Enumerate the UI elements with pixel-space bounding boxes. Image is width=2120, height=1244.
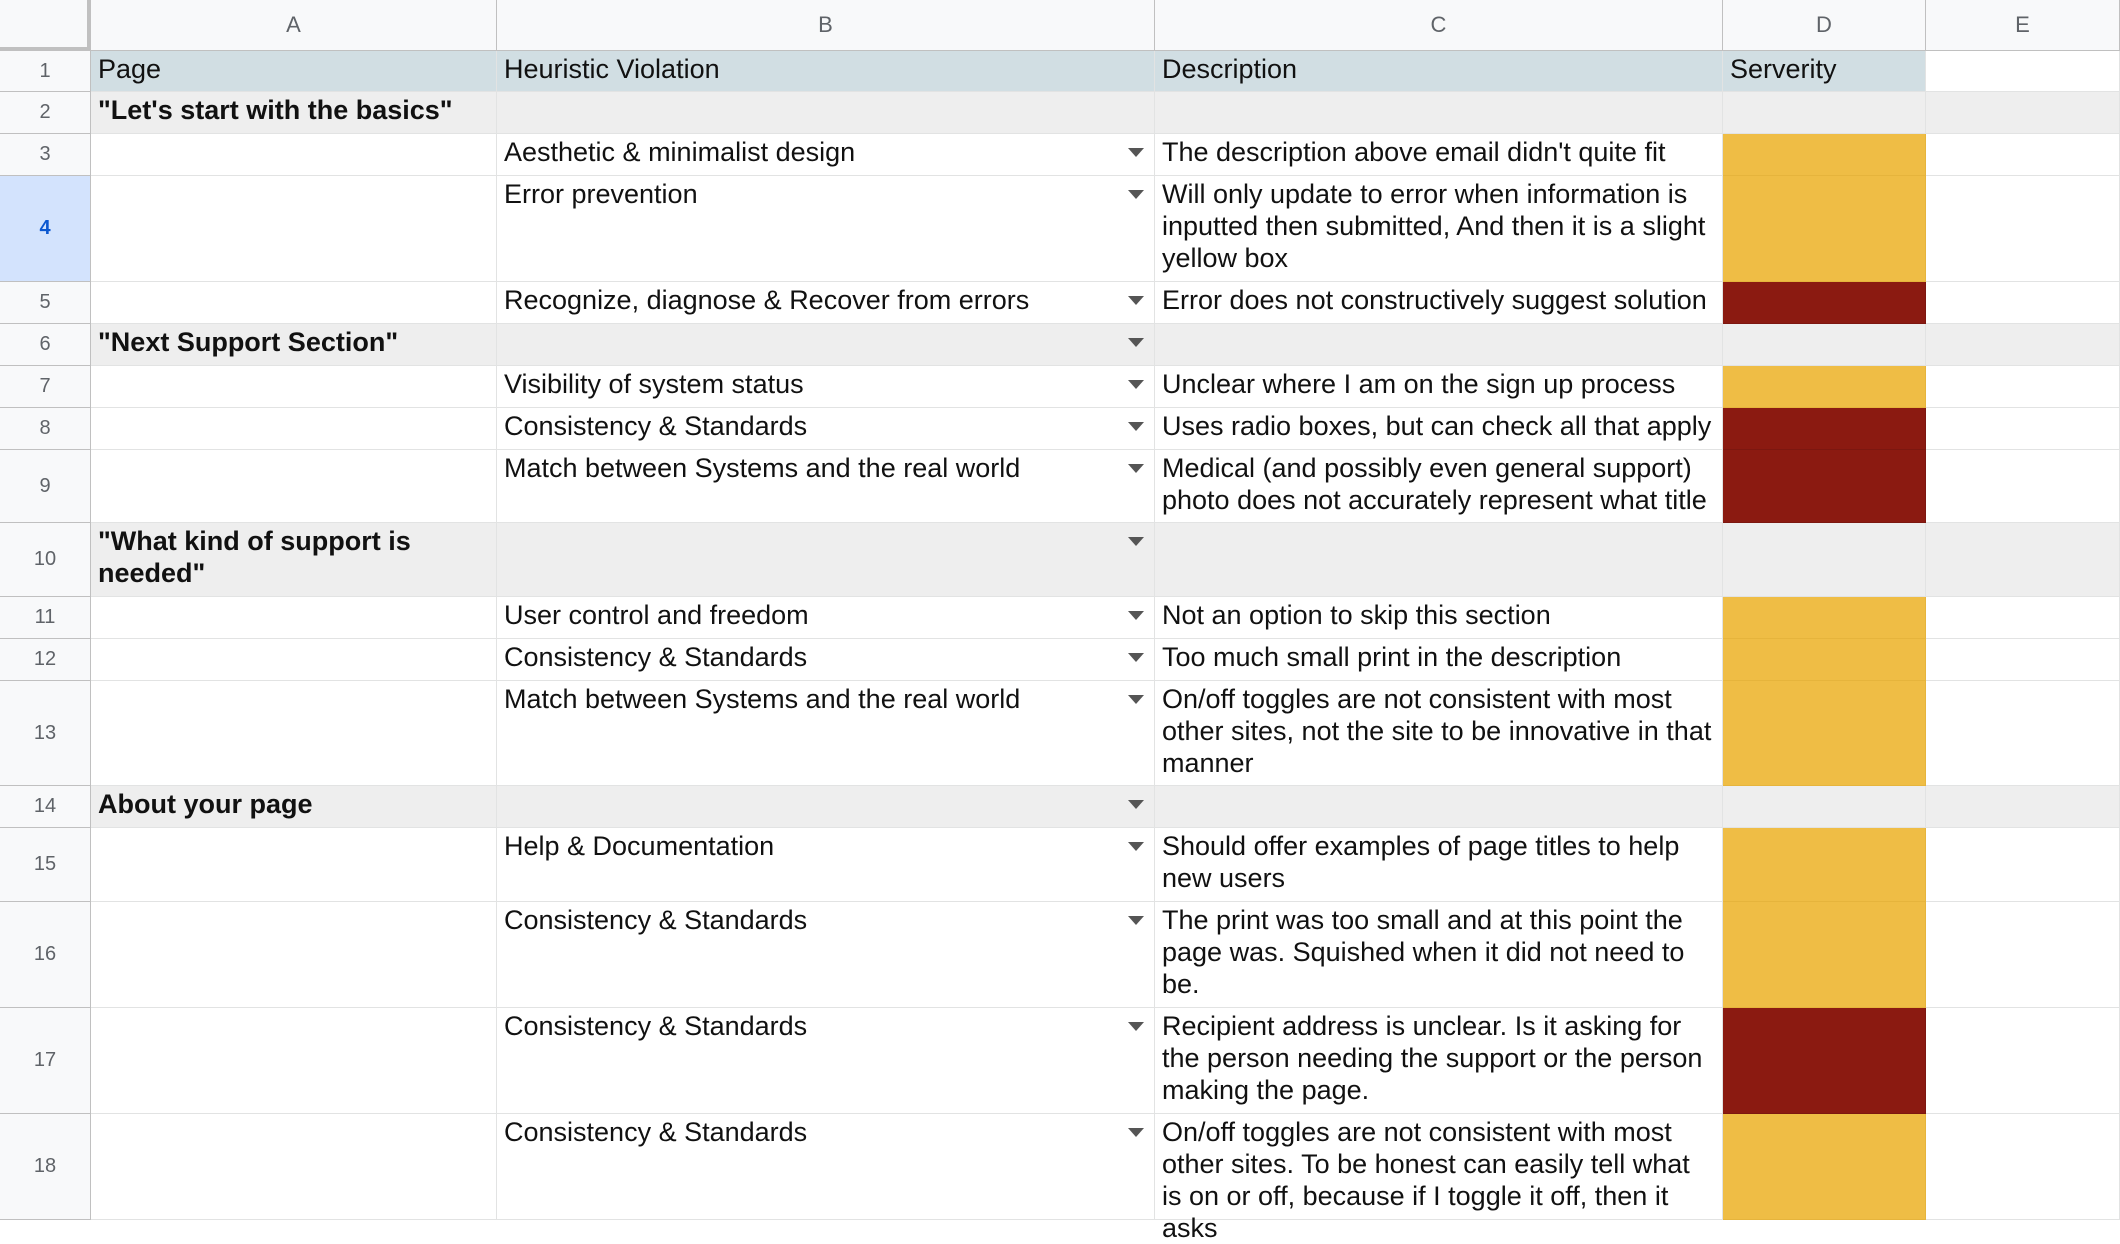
empty-cell[interactable]	[1926, 902, 2120, 1008]
description-cell[interactable]: On/off toggles are not consistent with most other sites. To be honest can easily tell what is on or off, because if I toggle it off, then it asks	[1155, 1114, 1723, 1220]
page-cell[interactable]	[91, 366, 497, 408]
severity-cell-high[interactable]	[1723, 282, 1926, 324]
heuristic-label: Recognize, diagnose & Recover from errors	[504, 285, 1030, 315]
row-header-17[interactable]: 17	[0, 1008, 91, 1114]
row-header-18[interactable]: 18	[0, 1114, 91, 1220]
page-cell[interactable]	[91, 597, 497, 639]
dropdown-arrow-icon[interactable]	[1128, 611, 1144, 620]
heuristic-dropdown-cell[interactable]	[497, 786, 1155, 828]
heuristic-dropdown-cell[interactable]	[497, 366, 1155, 408]
row-header-4[interactable]: 4	[0, 176, 91, 282]
cell-e1[interactable]	[1926, 51, 2120, 92]
empty-cell[interactable]	[1926, 523, 2120, 597]
description-cell[interactable]: Should offer examples of page titles to help new users	[1155, 828, 1723, 902]
description-cell[interactable]: Not an option to skip this section	[1155, 597, 1723, 639]
empty-cell[interactable]	[1926, 1114, 2120, 1220]
empty-cell[interactable]	[1926, 597, 2120, 639]
description-cell[interactable]: Medical (and possibly even general support) photo does not accurately represent what title	[1155, 450, 1723, 523]
description-cell[interactable]	[1155, 92, 1723, 134]
severity-cell[interactable]	[1723, 786, 1926, 828]
heuristic-label: Consistency & Standards	[504, 1011, 808, 1041]
heuristic-label: Consistency & Standards	[504, 1117, 808, 1147]
page-cell[interactable]	[91, 408, 497, 450]
severity-cell-medium[interactable]	[1723, 176, 1926, 282]
dropdown-arrow-icon[interactable]	[1128, 800, 1144, 809]
section-title-cell[interactable]: "Next Support Section"	[91, 324, 497, 366]
heuristic-dropdown-cell[interactable]	[497, 408, 1155, 450]
row-header-5[interactable]: 5	[0, 282, 91, 324]
page-cell[interactable]	[91, 681, 497, 786]
row-header-1[interactable]: 1	[0, 51, 91, 92]
heuristic-label: Match between Systems and the real world	[504, 684, 1021, 714]
section-title-cell[interactable]: "Let's start with the basics"	[91, 92, 497, 134]
dropdown-arrow-icon[interactable]	[1128, 148, 1144, 157]
dropdown-arrow-icon[interactable]	[1128, 653, 1144, 662]
heuristic-dropdown-cell[interactable]	[497, 176, 1155, 282]
header-cell-severity[interactable]: Serverity	[1723, 51, 1926, 92]
page-cell[interactable]	[91, 1114, 497, 1220]
severity-cell-medium[interactable]	[1723, 597, 1926, 639]
heuristic-label: Error prevention	[504, 179, 698, 209]
page-cell[interactable]	[91, 639, 497, 681]
heuristic-label: Visibility of system status	[504, 369, 804, 399]
heuristic-dropdown-cell[interactable]	[497, 902, 1155, 1008]
select-all-corner[interactable]	[0, 0, 91, 51]
row-header-7[interactable]: 7	[0, 366, 91, 408]
heuristic-label: Match between Systems and the real world	[504, 453, 1021, 483]
description-cell[interactable]: The print was too small and at this point the page was. Squished when it did not need to be.	[1155, 902, 1723, 1008]
empty-cell[interactable]	[1926, 408, 2120, 450]
severity-cell-medium[interactable]	[1723, 366, 1926, 408]
dropdown-arrow-icon[interactable]	[1128, 537, 1144, 546]
section-title-cell[interactable]: About your page	[91, 786, 497, 828]
severity-cell[interactable]	[1723, 523, 1926, 597]
column-header-a[interactable]: A	[91, 0, 497, 51]
dropdown-arrow-icon[interactable]	[1128, 842, 1144, 851]
dropdown-arrow-icon[interactable]	[1128, 190, 1144, 199]
severity-cell-medium[interactable]	[1723, 902, 1926, 1008]
empty-cell[interactable]	[1926, 282, 2120, 324]
severity-cell-medium[interactable]	[1723, 1114, 1926, 1220]
empty-cell[interactable]	[1926, 324, 2120, 366]
heuristic-label: Consistency & Standards	[504, 642, 808, 672]
dropdown-arrow-icon[interactable]	[1128, 464, 1144, 473]
dropdown-arrow-icon[interactable]	[1128, 422, 1144, 431]
empty-cell[interactable]	[1926, 176, 2120, 282]
empty-cell[interactable]	[1926, 92, 2120, 134]
heuristic-dropdown-cell[interactable]	[497, 523, 1155, 597]
description-cell[interactable]: Recipient address is unclear. Is it asking for the person needing the support or the person making the page.	[1155, 1008, 1723, 1114]
row-header-9[interactable]: 9	[0, 450, 91, 523]
row-header-6[interactable]: 6	[0, 324, 91, 366]
empty-cell[interactable]	[1926, 639, 2120, 681]
severity-cell-medium[interactable]	[1723, 639, 1926, 681]
heuristic-label: Help & Documentation	[504, 831, 775, 861]
heuristic-dropdown-cell[interactable]	[497, 1008, 1155, 1114]
row-header-14[interactable]: 14	[0, 786, 91, 828]
description-cell[interactable]	[1155, 324, 1723, 366]
description-cell[interactable]: The description above email didn't quite fit	[1155, 134, 1723, 176]
empty-cell[interactable]	[1926, 366, 2120, 408]
row-header-11[interactable]: 11	[0, 597, 91, 639]
column-header-b[interactable]: B	[497, 0, 1155, 51]
page-cell[interactable]	[91, 134, 497, 176]
header-cell-description[interactable]: Description	[1155, 51, 1723, 92]
heuristic-dropdown-cell[interactable]	[497, 92, 1155, 134]
row-header-15[interactable]: 15	[0, 828, 91, 902]
severity-cell-high[interactable]	[1723, 1008, 1926, 1114]
severity-cell-high[interactable]	[1723, 408, 1926, 450]
dropdown-arrow-icon[interactable]	[1128, 296, 1144, 305]
heuristic-label: Consistency & Standards	[504, 411, 808, 441]
heuristic-dropdown-cell[interactable]	[497, 681, 1155, 786]
dropdown-arrow-icon[interactable]	[1128, 916, 1144, 925]
heuristic-dropdown-cell[interactable]	[497, 639, 1155, 681]
empty-cell[interactable]	[1926, 786, 2120, 828]
dropdown-arrow-icon[interactable]	[1128, 380, 1144, 389]
row-header-8[interactable]: 8	[0, 408, 91, 450]
heuristic-dropdown-cell[interactable]	[497, 828, 1155, 902]
empty-cell[interactable]	[1926, 450, 2120, 523]
severity-cell[interactable]	[1723, 92, 1926, 134]
page-cell[interactable]	[91, 902, 497, 1008]
severity-cell-medium[interactable]	[1723, 681, 1926, 786]
heuristic-dropdown-cell[interactable]	[497, 1114, 1155, 1220]
description-cell[interactable]: Uses radio boxes, but can check all that apply	[1155, 408, 1723, 450]
dropdown-arrow-icon[interactable]	[1128, 338, 1144, 347]
column-header-e[interactable]: E	[1926, 0, 2120, 51]
description-cell[interactable]: Will only update to error when information is inputted then submitted, And then it is a slight yellow box	[1155, 176, 1723, 282]
page-cell[interactable]	[91, 282, 497, 324]
description-cell[interactable]: On/off toggles are not consistent with most other sites, not the site to be innovative in that manner	[1155, 681, 1723, 786]
dropdown-arrow-icon[interactable]	[1128, 1128, 1144, 1137]
page-cell[interactable]	[91, 828, 497, 902]
heuristic-label: Consistency & Standards	[504, 905, 808, 935]
page-cell[interactable]	[91, 450, 497, 523]
heuristic-dropdown-cell[interactable]	[497, 324, 1155, 366]
row-header-10[interactable]: 10	[0, 523, 91, 597]
description-cell[interactable]: Error does not constructively suggest solution	[1155, 282, 1723, 324]
severity-cell-medium[interactable]	[1723, 134, 1926, 176]
heuristic-dropdown-cell[interactable]	[497, 134, 1155, 176]
empty-cell[interactable]	[1926, 134, 2120, 176]
empty-cell[interactable]	[1926, 681, 2120, 786]
heuristic-label: Aesthetic & minimalist design	[504, 137, 856, 167]
heuristic-dropdown-cell[interactable]	[497, 450, 1155, 523]
row-header-16[interactable]: 16	[0, 902, 91, 1008]
dropdown-arrow-icon[interactable]	[1128, 1022, 1144, 1031]
severity-cell[interactable]	[1723, 324, 1926, 366]
section-title-cell[interactable]: "What kind of support is needed"	[91, 523, 497, 597]
row-header-3[interactable]: 3	[0, 134, 91, 176]
severity-cell-high[interactable]	[1723, 450, 1926, 523]
header-cell-heuristic[interactable]: Heuristic Violation	[497, 51, 1155, 92]
page-cell[interactable]	[91, 1008, 497, 1114]
row-header-13[interactable]: 13	[0, 681, 91, 786]
column-header-d[interactable]: D	[1723, 0, 1926, 51]
row-header-2[interactable]: 2	[0, 92, 91, 134]
heuristic-label: User control and freedom	[504, 600, 809, 630]
column-header-c[interactable]: C	[1155, 0, 1723, 51]
description-cell[interactable]: Too much small print in the description	[1155, 639, 1723, 681]
empty-cell[interactable]	[1926, 1008, 2120, 1114]
empty-cell[interactable]	[1926, 828, 2120, 902]
page-cell[interactable]	[91, 176, 497, 282]
heuristic-dropdown-cell[interactable]	[497, 282, 1155, 324]
dropdown-arrow-icon[interactable]	[1128, 695, 1144, 704]
description-cell[interactable]: Unclear where I am on the sign up process	[1155, 366, 1723, 408]
description-cell[interactable]	[1155, 786, 1723, 828]
severity-cell-medium[interactable]	[1723, 828, 1926, 902]
header-cell-page[interactable]: Page	[91, 51, 497, 92]
description-cell[interactable]	[1155, 523, 1723, 597]
row-header-12[interactable]: 12	[0, 639, 91, 681]
heuristic-dropdown-cell[interactable]	[497, 597, 1155, 639]
